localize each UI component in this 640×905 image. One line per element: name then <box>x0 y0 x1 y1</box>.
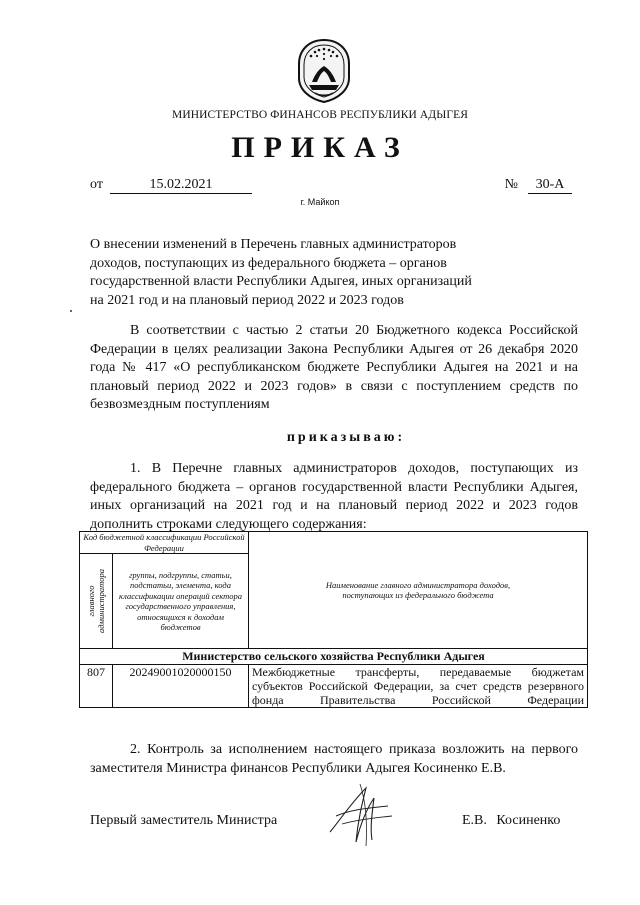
admin-code-cell: 807 <box>80 665 113 708</box>
document-date: 15.02.2021 <box>110 177 252 194</box>
header-admin-name <box>249 532 588 649</box>
header-admin-name-text: Наименование главного администратора доходов, поступающих из федерального бюджета <box>325 579 511 600</box>
signer-name: Е.В. Косиненко <box>462 813 561 828</box>
signer-title: Первый заместитель Министра <box>90 813 278 828</box>
order-word: приказываю: <box>286 430 406 445</box>
coat-of-arms-icon <box>295 38 353 104</box>
header-admin-code <box>80 554 113 649</box>
number-label: № <box>504 177 518 192</box>
income-code-cell: 20249001020000150 <box>113 665 249 708</box>
header-income-code: группы, подгруппы, статьи, подстатьи, элемента, кода классификации операций сектора государственного управления, относящихся к доходам бюджетов <box>113 554 249 649</box>
document-subject: О внесении изменений в Перечень главных администраторов доходов, поступающих из федерального бюджета – органов государственной власти Республики Адыгея, иных организаций на 2021 год и на плановый период 2022 и 2023 годов <box>90 237 472 308</box>
document-number: 30-А <box>528 177 572 194</box>
income-name-cell: Межбюджетные трансферты, передаваемые бюджетам субъектов Российской Федерации, за счет средств резервного фонда Правительства Российской Федерации <box>249 665 588 708</box>
city: г. Майкоп <box>300 197 340 207</box>
ministry-name: МИНИСТЕРСТВО ФИНАНСОВ РЕСПУБЛИКИ АДЫГЕЯ <box>172 109 468 121</box>
clause-2: 2. Контроль за исполнением настоящего приказа возложить на первого заместителя Министра финансов Республики Адыгея Косиненко Е.В. <box>90 742 578 776</box>
clause-1: 1. В Перечне главных администраторов доходов, поступающих из федерального бюджета – органов государственной власти Республики Адыгея, иных организаций на 2021 год и на плановый период 2022 и 2023 годов дополнить строками следующего содержания: <box>90 461 578 532</box>
classification-table <box>79 531 588 708</box>
section-title: Министерство сельского хозяйства Республики Адыгея <box>80 649 588 665</box>
date-number-row <box>90 177 576 197</box>
date-prefix: от <box>90 177 103 192</box>
document-title: ПРИКАЗ <box>231 131 409 164</box>
table-row <box>80 665 588 708</box>
header-budget-classification: Код бюджетной классификации Российской Федерации <box>80 532 249 554</box>
signature-icon <box>322 780 402 850</box>
header-admin-code-text: главного администратора <box>86 569 106 633</box>
scan-artifact <box>70 310 72 312</box>
preamble-paragraph: В соответствии с частью 2 статьи 20 Бюджетного кодекса Российской Федерации в целях реализации Закона Республики Адыгея от 26 декабря 2020 года № 417 «О республиканском бюджете Республики Адыгея на 2021 и на плановый период 2022 и 2023 годов» в связи с поступлением средств по безвозмездным поступлениям <box>90 323 578 412</box>
